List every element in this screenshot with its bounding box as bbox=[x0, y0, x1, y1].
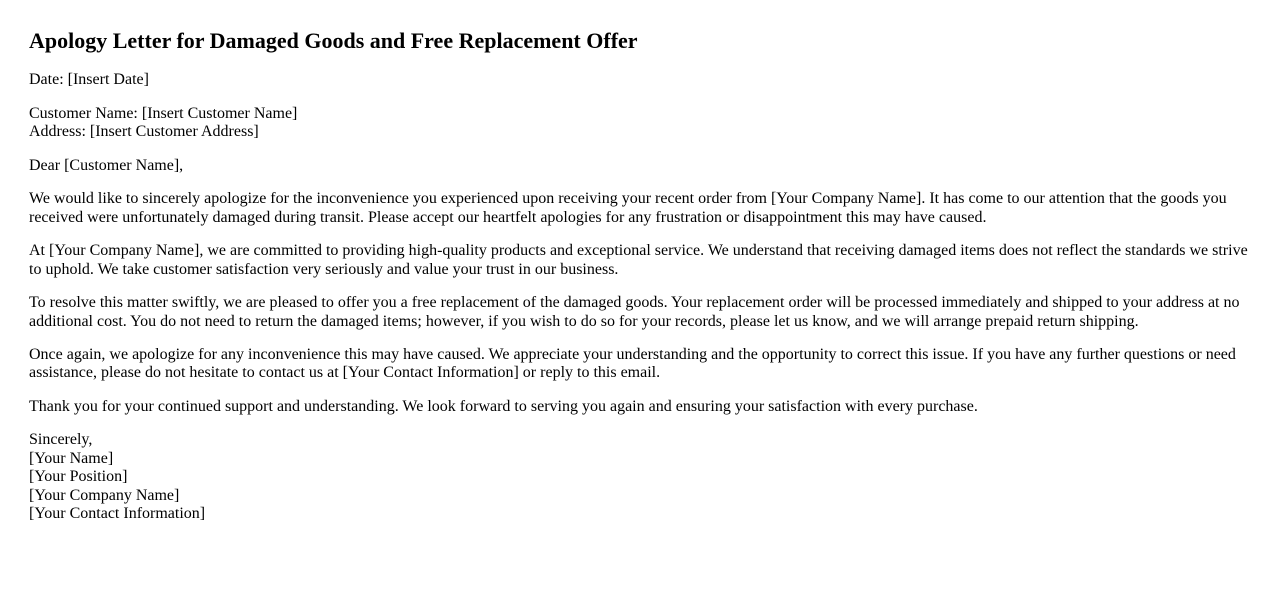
body-paragraph-replacement-offer: To resolve this matter swiftly, we are pleased to offer you a free replacement of the damaged goods. Your replacement order will be processed immediately and shipped to your address at no additional cost. You do not need to return the damaged items; however, if you wish to do so for your records, please let us know, and we will arrange prepaid return shipping. bbox=[29, 294, 1240, 330]
customer-name-line: Customer Name: [Insert Customer Name] bbox=[29, 104, 298, 122]
closing-sincerely: Sincerely, bbox=[29, 431, 93, 449]
signature-contact: [Your Contact Information] bbox=[29, 505, 206, 523]
signature-company: [Your Company Name] bbox=[29, 486, 180, 504]
letter-title: Apology Letter for Damaged Goods and Free Replacement Offer bbox=[29, 28, 638, 53]
body-paragraph-commitment: At [Your Company Name], we are committed to providing high-quality products and exceptional service. We understand that receiving damaged items does not reflect the standards we strive to uphold. We take customer satisfaction very seriously and value your trust in our business. bbox=[29, 242, 1248, 278]
salutation: Dear [Customer Name], bbox=[29, 156, 184, 174]
date-line: Date: [Insert Date] bbox=[29, 71, 149, 89]
body-paragraph-thanks: Thank you for your continued support and understanding. We look forward to serving you again and ensuring your satisfaction with every purchase. bbox=[29, 397, 978, 415]
signature-block bbox=[29, 431, 1249, 523]
signature-position: [Your Position] bbox=[29, 468, 128, 486]
body-paragraph-contact: Once again, we apologize for any inconvenience this may have caused. We appreciate your understanding and the opportunity to correct this issue. If you have any further questions or need assistance, please do not hesitate to contact us at [Your Contact Information] or reply to this email. bbox=[29, 345, 1236, 382]
body-paragraph-apology: We would like to sincerely apologize for the inconvenience you experienced upon receiving your recent order from [Your Company Name]. It has come to our attention that the goods you received were unfortunately damaged during transit. Please accept our heartfelt apologies for any frustration or disappointment this may have caused. bbox=[29, 190, 1227, 226]
signature-name: [Your Name] bbox=[29, 449, 114, 467]
customer-address-line: Address: [Insert Customer Address] bbox=[29, 123, 259, 141]
recipient-block bbox=[29, 105, 1249, 142]
